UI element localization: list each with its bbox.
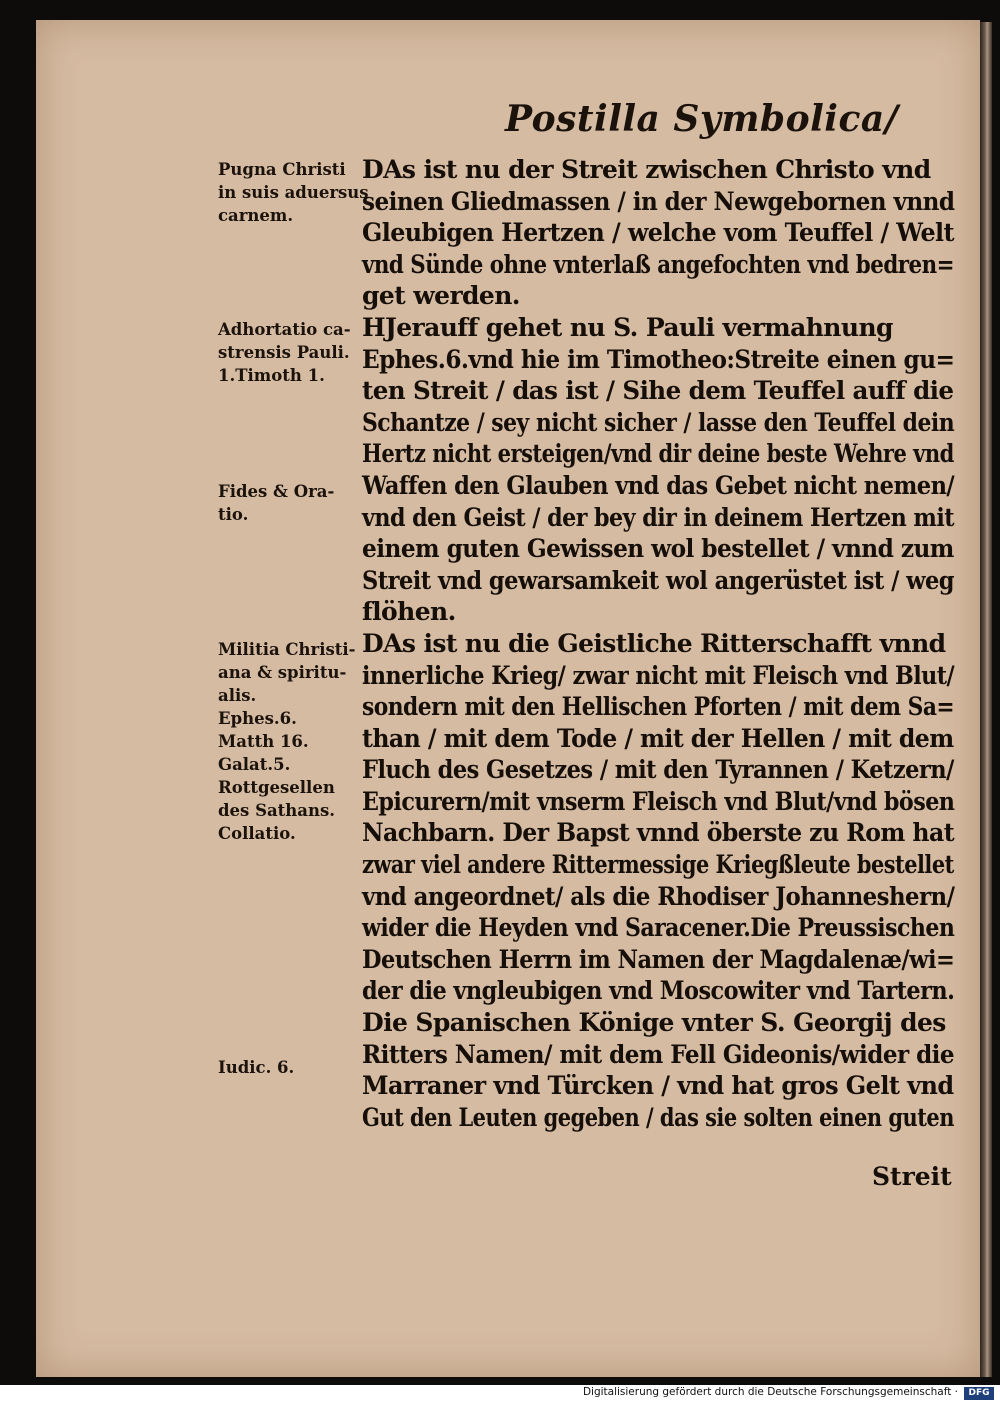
- text-line: Fluch des Gesetzes / mit den Tyrannen / Ketzern/: [362, 755, 954, 785]
- text-line: Gleubigen Hertzen / welche vom Teuffel / Welt: [362, 218, 954, 248]
- text-line: get werden.: [362, 281, 520, 311]
- text-line: flöhen.: [362, 597, 456, 627]
- text-line: zwar viel andere Rittermessige Kriegßleute bestellet: [362, 850, 954, 880]
- note-line: Collatio.: [218, 824, 296, 843]
- text-line: vnd Sünde ohne vnterlaß angefochten vnd bedren=: [362, 249, 955, 279]
- text-line: seinen Gliedmassen / in der Newgebornen vnnd: [362, 186, 955, 216]
- margin-note-1: [218, 158, 369, 227]
- text-line: sondern mit den Hellischen Pforten / mit dem Sa=: [362, 692, 955, 722]
- funding-credit: Digitalisierung gefördert durch die Deutsche Forschungsgemeinschaft ·: [582, 1386, 958, 1398]
- text-line: Marraner vnd Türcken / vnd hat gros Gelt vnd: [362, 1071, 954, 1101]
- text-line: innerliche Krieg/ zwar nicht mit Fleisch vnd Blut/: [362, 660, 955, 690]
- margin-note-2: [218, 318, 351, 387]
- text-line: Nachbarn. Der Bapst vnnd öberste zu Rom hat: [362, 818, 955, 848]
- text-line: Streit vnd gewarsamkeit wol angerüstet ist / weg: [362, 565, 955, 595]
- text-line: vnd angeordnet/ als die Rhodiser Johanneshern/: [362, 881, 955, 911]
- text-line: Ritters Namen/ mit dem Fell Gideonis/wider die: [362, 1039, 955, 1069]
- note-line: Adhortatio ca-: [218, 320, 351, 339]
- note-line: in suis aduersus: [218, 183, 369, 202]
- book-page: [36, 20, 980, 1377]
- note-line: Galat.5.: [218, 755, 291, 774]
- note-line: Fides & Ora-: [218, 482, 335, 501]
- footer-bar: [0, 1385, 1000, 1403]
- note-line: ana & spiritu-: [218, 663, 347, 682]
- text-line: DAs ist nu die Geistliche Ritterschafft vnnd: [362, 628, 946, 658]
- text-line: HJerauff gehet nu S. Pauli vermahnung: [362, 312, 893, 342]
- book-edge: [980, 22, 992, 1377]
- text-line: Waffen den Glauben vnd das Gebet nicht nemen/: [362, 470, 955, 500]
- note-line: Rottgesellen: [218, 778, 335, 797]
- text-line: Deutschen Herrn im Namen der Magdalenæ/wi=: [362, 944, 955, 974]
- text-line: ten Streit / das ist / Sihe dem Teuffel auff die: [362, 376, 954, 406]
- note-line: tio.: [218, 505, 249, 524]
- text-line: vnd den Geist / der bey dir in deinem Hertzen mit: [362, 502, 954, 532]
- note-line: carnem.: [218, 206, 294, 225]
- note-line: 1.Timoth 1.: [218, 366, 325, 385]
- text-line: Gut den Leuten gegeben / das sie solten einen guten: [362, 1102, 954, 1132]
- text-line: wider die Heyden vnd Saracener.Die Preussischen: [362, 913, 955, 943]
- note-line: des Sathans.: [218, 801, 336, 820]
- note-line: Militia Christi-: [218, 640, 356, 659]
- text-line: than / mit dem Tode / mit der Hellen / mit dem: [362, 723, 954, 753]
- margin-note-5: [218, 1056, 294, 1079]
- text-line: Schantze / sey nicht sicher / lasse den Teuffel dein: [362, 407, 955, 437]
- text-line: Hertz nicht ersteigen/vnd dir deine beste Wehre vnd: [362, 439, 954, 469]
- note-line: Iudic. 6.: [218, 1058, 295, 1077]
- margin-note-4: [218, 638, 356, 845]
- note-line: Ephes.6.: [218, 709, 297, 728]
- text-line: Ephes.6.vnd hie im Timotheo:Streite einen gu=: [362, 344, 955, 374]
- note-line: strensis Pauli.: [218, 343, 350, 362]
- body-text: [362, 154, 954, 1133]
- text-line: DAs ist nu der Streit zwischen Christo vnd: [362, 155, 931, 184]
- text-line: Epicurern/mit vnserm Fleisch vnd Blut/vnd bösen: [362, 786, 955, 816]
- catchword: Streit: [872, 1162, 952, 1191]
- note-line: alis.: [218, 686, 257, 705]
- text-line: einem guten Gewissen wol bestellet / vnnd zum: [362, 534, 954, 564]
- text-line: der die vngleubigen vnd Moscowiter vnd Tartern.: [362, 976, 955, 1006]
- note-line: Pugna Christi: [218, 160, 346, 179]
- dfg-logo: DFG: [964, 1387, 994, 1400]
- running-head: Postilla Symbolica/: [505, 98, 899, 140]
- note-line: Matth 16.: [218, 732, 309, 751]
- text-line: Die Spanischen Könige vnter S. Georgij des: [362, 1008, 946, 1038]
- margin-note-3: [218, 480, 334, 526]
